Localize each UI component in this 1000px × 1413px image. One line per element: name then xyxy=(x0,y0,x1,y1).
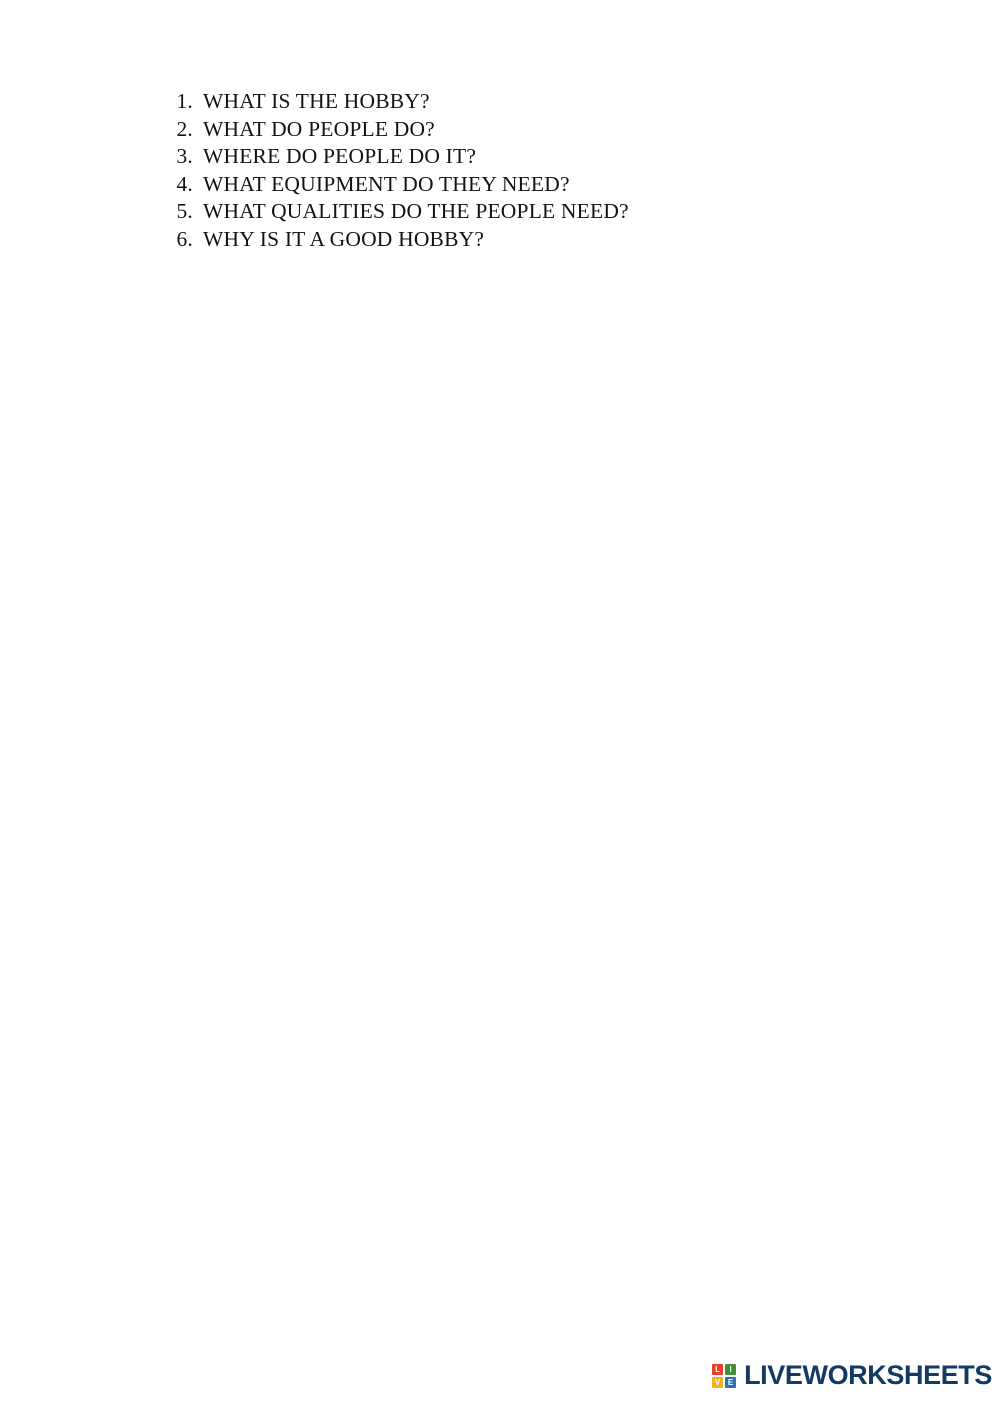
list-item xyxy=(170,171,890,199)
logo-tile-i: I xyxy=(725,1364,736,1375)
question-number: 6. xyxy=(176,226,193,251)
question-number: 4. xyxy=(176,171,193,196)
question-text: WHAT IS THE HOBBY? xyxy=(203,89,430,113)
logo-tile-l: L xyxy=(712,1364,723,1375)
liveworksheets-watermark xyxy=(710,1360,992,1391)
liveworksheets-logo-icon xyxy=(710,1362,738,1390)
question-number: 2. xyxy=(176,116,193,141)
question-number: 3. xyxy=(176,144,193,168)
list-item xyxy=(170,198,890,226)
list-item xyxy=(170,88,890,116)
question-text: WHAT DO PEOPLE DO? xyxy=(203,116,435,141)
logo-tile-e: E xyxy=(725,1377,736,1388)
liveworksheets-wordmark: LIVEWORKSHEETS xyxy=(744,1360,992,1390)
question-text: WHY IS IT A GOOD HOBBY? xyxy=(203,226,485,251)
list-item xyxy=(170,226,890,254)
question-text: WHERE DO PEOPLE DO IT? xyxy=(203,144,477,168)
question-text: WHAT EQUIPMENT DO THEY NEED? xyxy=(203,171,570,196)
question-list xyxy=(170,88,890,253)
question-number: 1. xyxy=(176,89,193,113)
question-number: 5. xyxy=(176,199,193,223)
question-text: WHAT QUALITIES DO THE PEOPLE NEED? xyxy=(203,199,629,223)
logo-tile-v: V xyxy=(712,1377,723,1388)
list-item xyxy=(170,143,890,171)
list-item xyxy=(170,116,890,144)
